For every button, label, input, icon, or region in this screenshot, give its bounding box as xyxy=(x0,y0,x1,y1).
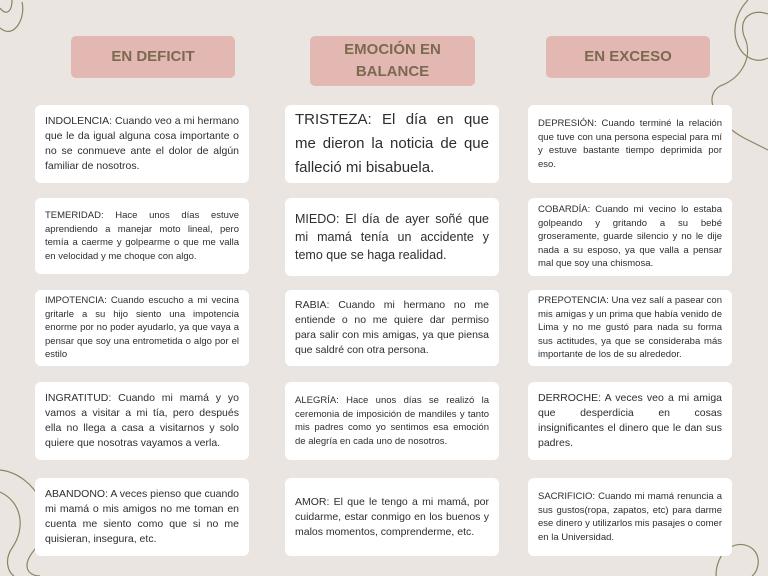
card-depresion xyxy=(528,105,732,183)
card-rabia xyxy=(285,290,499,366)
card-tristeza xyxy=(285,105,499,183)
card-impotencia xyxy=(35,290,249,366)
card-ingratitud xyxy=(35,382,249,460)
card-derroche xyxy=(528,382,732,460)
card-text: PREPOTENCIA: Una vez salí a pasear con mis amigas y un prima que había venido de Lima y no me gustó para nada su forma sus actitudes, ya que se consideraba más importante de los de su alrededor. xyxy=(538,295,722,361)
card-temeridad xyxy=(35,198,249,274)
card-text: INDOLENCIA: Cuando veo a mi hermano que le da igual alguna cosa importante o no se conmueve ante el dolor de algún familiar de nosotros. xyxy=(45,115,239,172)
card-text: RABIA: Cuando mi hermano no me entiende o no me quiere dar permiso para salir con mis amigas, ya que piensa que saldré con otra persona. xyxy=(295,299,489,356)
card-abandono xyxy=(35,478,249,556)
card-text: MIEDO: El día de ayer soñé que mi mamá tenía un accidente y temo que se haga realidad. xyxy=(295,212,489,262)
card-alegria xyxy=(285,382,499,460)
card-cobardia xyxy=(528,198,732,276)
header-emocion-en-balance: EMOCIÓN EN BALANCE xyxy=(310,36,475,86)
card-miedo xyxy=(285,198,499,276)
card-text: TRISTEZA: El día en que me dieron la noticia de que falleció mi bisabuela. xyxy=(295,111,489,176)
card-amor xyxy=(285,478,499,556)
card-indolencia xyxy=(35,105,249,183)
card-text: IMPOTENCIA: Cuando escucho a mi vecina gritarle a su hijo siento una impotencia enorme por no poder ayudarlo, ya que vaya a pensar que soy una entrometida o algo por el estilo xyxy=(45,295,239,361)
header-en-deficit: EN DEFICIT xyxy=(71,36,235,78)
header-en-exceso: EN EXCESO xyxy=(546,36,710,78)
card-text: INGRATITUD: Cuando mi mamá y yo vamos a visitar a mi tía, pero después ella no llega a casa a visitarnos y solo quiere que nosotras vayamos a verla. xyxy=(45,392,239,449)
card-sacrificio xyxy=(528,478,732,556)
card-text: DERROCHE: A veces veo a mi amiga que desperdicia en cosas insignificantes el dinero que le dan sus padres. xyxy=(538,392,722,449)
card-prepotencia xyxy=(528,290,732,366)
card-text: ALEGRÍA: Hace unos días se realizó la ceremonia de imposición de mandiles y tanto mis padres como yo sentimos esa emoción de alegría en cada uno de nosotros. xyxy=(295,395,489,447)
card-text: DEPRESIÓN: Cuando terminé la relación que tuve con una persona especial para mí y estuve bastante tiempo deprimida por eso. xyxy=(538,118,722,170)
card-text: AMOR: El que le tengo a mi mamá, por cuidarme, estar conmigo en los buenos y malos momentos, comprenderme, etc. xyxy=(295,495,489,538)
card-text: SACRIFICIO: Cuando mi mamá renuncia a sus gustos(ropa, zapatos, etc) para darme ese dinero y utilizarlos mis pasajes o comer en la Universidad. xyxy=(538,491,722,543)
card-text: COBARDÍA: Cuando mi vecino lo estaba golpeando y gritando a su bebé groseramente, guarde silencio y no le dije nada a su esposo, ya que valla a pensar mal que soy una chismosa. xyxy=(538,204,722,270)
card-text: TEMERIDAD: Hace unos días estuve aprendiendo a manejar moto lineal, pero temía a caerme y golpearme o que me valla en velocidad y me choque con algo. xyxy=(45,210,239,262)
card-text: ABANDONO: A veces pienso que cuando mi mamá o mis amigos no me toman en cuenta me siento como que si no me quisieran, insegura, etc. xyxy=(45,488,239,545)
